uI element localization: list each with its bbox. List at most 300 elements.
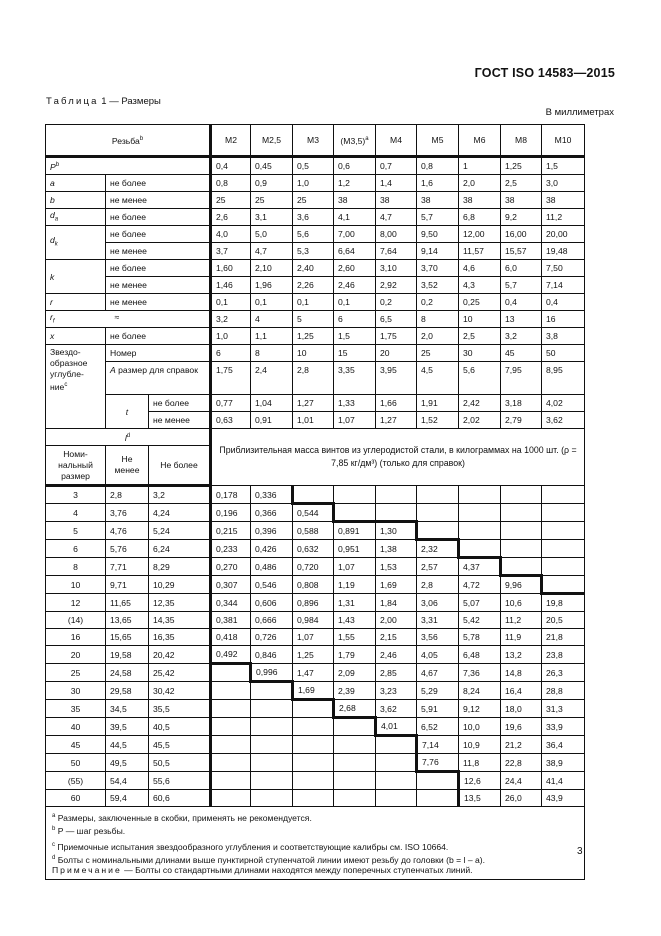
text: 12,6: [464, 775, 481, 786]
value-cell: [501, 277, 542, 294]
text: 10,9: [463, 739, 480, 750]
text: 6,0: [505, 263, 517, 273]
mass-cell: [417, 576, 459, 594]
value-cell: [417, 243, 459, 260]
param-qualifier: [106, 192, 211, 209]
text: 33,9: [546, 721, 563, 732]
text: b: [139, 136, 144, 143]
mass-cell: [376, 790, 417, 807]
value-cell: [251, 157, 293, 175]
mass-cell: [459, 486, 501, 504]
nominal-length: [46, 664, 106, 682]
text: 45: [70, 739, 81, 750]
value-cell: [211, 277, 251, 294]
mass-cell: [334, 629, 376, 646]
text: 10,0: [463, 721, 480, 732]
value-cell: [251, 277, 293, 294]
nominal-length: [46, 594, 106, 612]
value-cell: [542, 209, 585, 226]
text: 25: [421, 348, 431, 358]
text: 8,95: [546, 365, 563, 375]
text: 4,6: [463, 263, 475, 273]
value-cell: [501, 328, 542, 345]
text: Примечание: [52, 865, 122, 876]
table-row: [46, 294, 585, 311]
text: 25,42: [153, 667, 175, 678]
text: 20: [70, 649, 81, 660]
value-cell: [542, 226, 585, 243]
table-row: [46, 277, 585, 294]
mass-cell: [211, 576, 251, 594]
mass-cell: [334, 736, 376, 754]
mass-cell: [251, 736, 293, 754]
mass-cell: [417, 790, 459, 807]
mass-cell: [251, 790, 293, 807]
min-length: [106, 629, 149, 646]
mass-cell: [293, 664, 334, 682]
text: 0,381: [216, 615, 238, 625]
size-header: [417, 125, 459, 157]
text: Номер: [110, 348, 137, 358]
mass-cell: [376, 772, 417, 790]
mass-cell: [211, 664, 251, 682]
text: 15,65: [110, 632, 132, 642]
table-row: [46, 540, 585, 558]
value-cell: [417, 412, 459, 429]
text: 13,2: [505, 649, 522, 660]
value-cell: [334, 243, 376, 260]
max-length: [149, 700, 211, 718]
length-l-header: [46, 429, 211, 446]
text: 3,52: [421, 280, 438, 290]
text: 2,26: [297, 280, 314, 290]
mass-cell: [293, 700, 334, 718]
text: 23,8: [546, 649, 563, 660]
value-cell: [251, 345, 293, 362]
mass-cell: [501, 612, 542, 629]
value-cell: [376, 311, 417, 328]
mass-cell: [417, 629, 459, 646]
param-symbol: [46, 209, 106, 226]
text: 2,40: [297, 263, 314, 273]
mass-cell: [501, 664, 542, 682]
text: 7,71: [110, 561, 127, 572]
text: 39,5: [110, 721, 127, 732]
table-note: [52, 865, 578, 875]
text: 20,00: [546, 229, 568, 239]
table-row: [46, 243, 585, 260]
text: 1,53: [380, 561, 397, 572]
nominal-length: [46, 736, 106, 754]
mass-cell: [376, 612, 417, 629]
text: 8,29: [153, 561, 170, 572]
text: 6,64: [338, 246, 355, 256]
mass-cell: [251, 646, 293, 664]
text: Резьба: [111, 135, 140, 146]
text: 38: [505, 195, 515, 205]
text: 4,24: [153, 507, 170, 518]
text: Приемочные испытания звездообразного углубления и соответствующие калибры см. ISO 10664.: [55, 841, 449, 852]
value-cell: [293, 175, 334, 192]
text: 0,891: [338, 526, 360, 536]
value-cell: [293, 294, 334, 311]
text: 5,42: [463, 615, 480, 625]
text: 4,37: [463, 562, 480, 572]
mass-cell: [251, 754, 293, 772]
value-cell: [376, 175, 417, 192]
text: 3,10: [380, 263, 397, 273]
text: 30,42: [153, 685, 175, 696]
text: 11,9: [505, 632, 522, 642]
text: 0,336: [255, 489, 277, 500]
text: 1,07: [297, 632, 314, 642]
table-row: [46, 362, 585, 395]
text: 0,418: [216, 632, 238, 642]
mass-cell: [459, 504, 501, 522]
param-qualifier: [106, 209, 211, 226]
text: 7,14: [422, 739, 439, 750]
value-cell: [293, 395, 334, 412]
text: 16,00: [505, 229, 527, 239]
value-cell: [211, 362, 251, 395]
mass-cell: [334, 612, 376, 629]
text: 0,632: [297, 543, 319, 554]
text: 26,3: [546, 667, 563, 678]
text: 2,15: [380, 632, 397, 642]
value-cell: [293, 345, 334, 362]
mass-cell: [459, 790, 501, 807]
param-qualifier: [106, 277, 211, 294]
mass-cell: [501, 504, 542, 522]
value-cell: [417, 345, 459, 362]
text: 4,67: [421, 667, 438, 678]
text: 3,62: [380, 703, 397, 714]
text: 1,47: [297, 667, 314, 678]
max-length: [149, 504, 211, 522]
mass-cell: [251, 682, 293, 700]
text: Приблизительная масса винтов из углеродистой стали, в килограммах на 1000 шт. (ρ = 7,85 кг/дм³) (только для справок): [219, 445, 577, 468]
text: k: [50, 271, 55, 282]
text: 0,588: [297, 525, 319, 536]
mass-cell: [501, 594, 542, 612]
mass-cell: [459, 629, 501, 646]
text: 1,46: [216, 280, 233, 290]
text: 0,233: [216, 543, 238, 554]
mass-cell: [251, 540, 293, 558]
text: 5,24: [153, 525, 170, 536]
mass-cell: [417, 682, 459, 700]
value-cell: [211, 175, 251, 192]
text: 3,6: [297, 212, 309, 222]
text: 2,4: [255, 365, 267, 375]
text: 1,4: [380, 178, 392, 188]
value-cell: [293, 328, 334, 345]
text: 1,66: [380, 398, 397, 408]
text: 3,0: [546, 178, 558, 188]
text: 4,3: [463, 280, 475, 290]
nominal-length: [46, 754, 106, 772]
text: 7,50: [546, 263, 563, 273]
text: не более: [110, 331, 146, 341]
text: 2,42: [463, 398, 480, 408]
value-cell: [376, 192, 417, 209]
value-cell: [334, 362, 376, 395]
mass-cell: [376, 540, 417, 558]
mass-cell: [211, 772, 251, 790]
table-row: [46, 807, 585, 880]
table-row: [46, 504, 585, 522]
mass-cell: [293, 576, 334, 594]
nominal-length: [46, 540, 106, 558]
text: 38: [380, 195, 390, 205]
text: 0,344: [216, 597, 238, 608]
value-cell: [376, 243, 417, 260]
text: 4,72: [463, 579, 480, 590]
max-length: [149, 486, 211, 504]
text: 1,0: [297, 178, 309, 188]
text: M8: [515, 135, 527, 145]
text: 3,95: [380, 365, 397, 375]
text: 11,2: [546, 212, 563, 222]
text: 4,5: [421, 365, 433, 375]
page-number: 3: [577, 846, 583, 857]
table-row: [46, 558, 585, 576]
mass-cell: [459, 664, 501, 682]
mass-cell: [417, 594, 459, 612]
table-row: [46, 311, 585, 328]
mass-cell: [376, 700, 417, 718]
text: 14,35: [153, 615, 175, 625]
mass-cell: [293, 629, 334, 646]
value-cell: [293, 243, 334, 260]
min-length: [106, 594, 149, 612]
text: 5,6: [463, 365, 475, 375]
value-cell: [501, 243, 542, 260]
mass-cell: [251, 629, 293, 646]
mass-cell: [417, 612, 459, 629]
table-row: [46, 328, 585, 345]
text: 16,4: [505, 685, 522, 696]
text: 13,65: [110, 615, 132, 625]
mass-cell: [211, 646, 251, 664]
mass-cell: [417, 754, 459, 772]
value-cell: [501, 395, 542, 412]
value-cell: [334, 395, 376, 412]
text: 2,46: [338, 280, 355, 290]
text: 28,8: [546, 685, 563, 696]
text: не более: [110, 263, 146, 273]
text: размер для справок: [115, 365, 198, 375]
mass-cell: [334, 504, 376, 522]
text: 0,307: [216, 579, 238, 590]
text: 11,2: [505, 615, 522, 625]
mass-cell: [211, 540, 251, 558]
text: x: [50, 331, 55, 341]
param-symbol: [46, 175, 106, 192]
value-cell: [417, 328, 459, 345]
value-cell: [542, 157, 585, 175]
text: P — шаг резьбы.: [55, 825, 126, 836]
mass-cell: [542, 772, 585, 790]
value-cell: [417, 226, 459, 243]
value-cell: [376, 260, 417, 277]
value-cell: [542, 328, 585, 345]
mass-cell: [251, 594, 293, 612]
text: 5,7: [421, 212, 433, 222]
mass-cell: [293, 646, 334, 664]
text: 0,196: [216, 507, 238, 518]
text: 15,57: [505, 246, 527, 256]
text: 2,00: [380, 615, 397, 625]
mass-cell: [293, 682, 334, 700]
text: 0,25: [463, 297, 480, 307]
mass-cell: [293, 594, 334, 612]
text: 44,5: [110, 739, 127, 750]
param-qualifier: [106, 260, 211, 277]
text: 1,07: [338, 415, 355, 425]
text: 1,0: [216, 331, 228, 341]
text: (55): [67, 775, 84, 786]
table-row: [46, 345, 585, 362]
value-cell: [251, 294, 293, 311]
text: 0,5: [297, 161, 309, 171]
mass-cell: [542, 522, 585, 540]
param-symbol: [46, 192, 106, 209]
param-qualifier: [106, 243, 211, 260]
text: 0,178: [216, 489, 238, 500]
table-row: [46, 429, 585, 446]
text: 0,984: [297, 615, 319, 625]
text: 10: [297, 348, 307, 358]
text: 38,9: [546, 757, 563, 768]
text: 5,91: [421, 703, 438, 714]
mass-cell: [459, 594, 501, 612]
mass-cell: [334, 576, 376, 594]
max-length: [149, 754, 211, 772]
text: 3,23: [380, 685, 397, 696]
text: 2,79: [505, 415, 522, 425]
text: (14): [67, 615, 84, 625]
mass-cell: [251, 664, 293, 682]
text: 0,4: [216, 161, 228, 171]
text: 11,8: [463, 757, 480, 768]
min-length: [106, 558, 149, 576]
min-length: [106, 754, 149, 772]
max-header: [149, 446, 211, 486]
value-cell: [459, 243, 501, 260]
text: 3,35: [338, 365, 355, 375]
text: 6,24: [153, 543, 170, 554]
text: не более: [153, 398, 189, 408]
value-cell: [417, 157, 459, 175]
value-cell: [542, 175, 585, 192]
text: 18,0: [505, 703, 522, 714]
text: M10: [554, 135, 572, 145]
table-row: [46, 157, 585, 175]
text: 0,91: [255, 415, 272, 425]
text: 12,35: [153, 597, 175, 608]
text: 0,6: [338, 161, 350, 171]
value-cell: [251, 412, 293, 429]
text: 5,07: [463, 597, 480, 608]
text: 0,396: [255, 525, 277, 536]
text: M2,5: [261, 135, 282, 145]
mass-cell: [417, 736, 459, 754]
value-cell: [459, 362, 501, 395]
caption-text: 1 — Размеры: [98, 96, 161, 107]
value-cell: [293, 209, 334, 226]
mass-cell: [293, 718, 334, 736]
mass-cell: [417, 700, 459, 718]
value-cell: [501, 260, 542, 277]
value-cell: [501, 209, 542, 226]
text: l: [124, 432, 127, 443]
text: 1,1: [255, 331, 267, 341]
text: 6,48: [463, 649, 480, 660]
text: d: [126, 433, 131, 440]
text: 19,58: [110, 649, 132, 660]
text: 25: [297, 195, 307, 205]
value-cell: [417, 311, 459, 328]
text: b: [50, 195, 55, 205]
value-cell: [459, 260, 501, 277]
value-cell: [376, 345, 417, 362]
text: 3: [73, 490, 78, 500]
mass-cell: [501, 772, 542, 790]
mass-cell: [334, 790, 376, 807]
text: 3,70: [421, 263, 438, 273]
mass-cell: [417, 772, 459, 790]
text: (M3,5): [340, 135, 366, 146]
value-cell: [459, 192, 501, 209]
value-cell: [501, 226, 542, 243]
text: 3,56: [421, 632, 438, 642]
text: ≈: [114, 311, 120, 322]
value-cell: [501, 412, 542, 429]
mass-cell: [542, 558, 585, 576]
size-header: [211, 125, 251, 157]
nominal-length: [46, 522, 106, 540]
value-cell: [251, 192, 293, 209]
text: 60: [70, 793, 81, 803]
value-cell: [334, 175, 376, 192]
text: 50,5: [153, 757, 170, 768]
mass-cell: [376, 682, 417, 700]
mass-cell: [459, 612, 501, 629]
text: 5,76: [110, 543, 127, 554]
min-length: [106, 504, 149, 522]
text: 9,2: [505, 212, 517, 222]
nominal-length: [46, 790, 106, 807]
dimensions-table: [45, 124, 585, 880]
value-cell: [542, 311, 585, 328]
text: 6,52: [421, 721, 438, 732]
value-cell: [251, 260, 293, 277]
text: 19,6: [505, 721, 522, 732]
value-cell: [293, 226, 334, 243]
table-row: [46, 682, 585, 700]
value-cell: [542, 362, 585, 395]
value-cell: [211, 345, 251, 362]
caption-prefix: Таблица: [46, 96, 99, 107]
text: 4,01: [381, 721, 398, 731]
text: c: [52, 841, 55, 848]
text: 1,25: [297, 649, 314, 660]
text: 50: [546, 348, 556, 358]
mass-cell: [376, 754, 417, 772]
mass-cell: [293, 612, 334, 629]
text: 1,43: [338, 615, 355, 625]
